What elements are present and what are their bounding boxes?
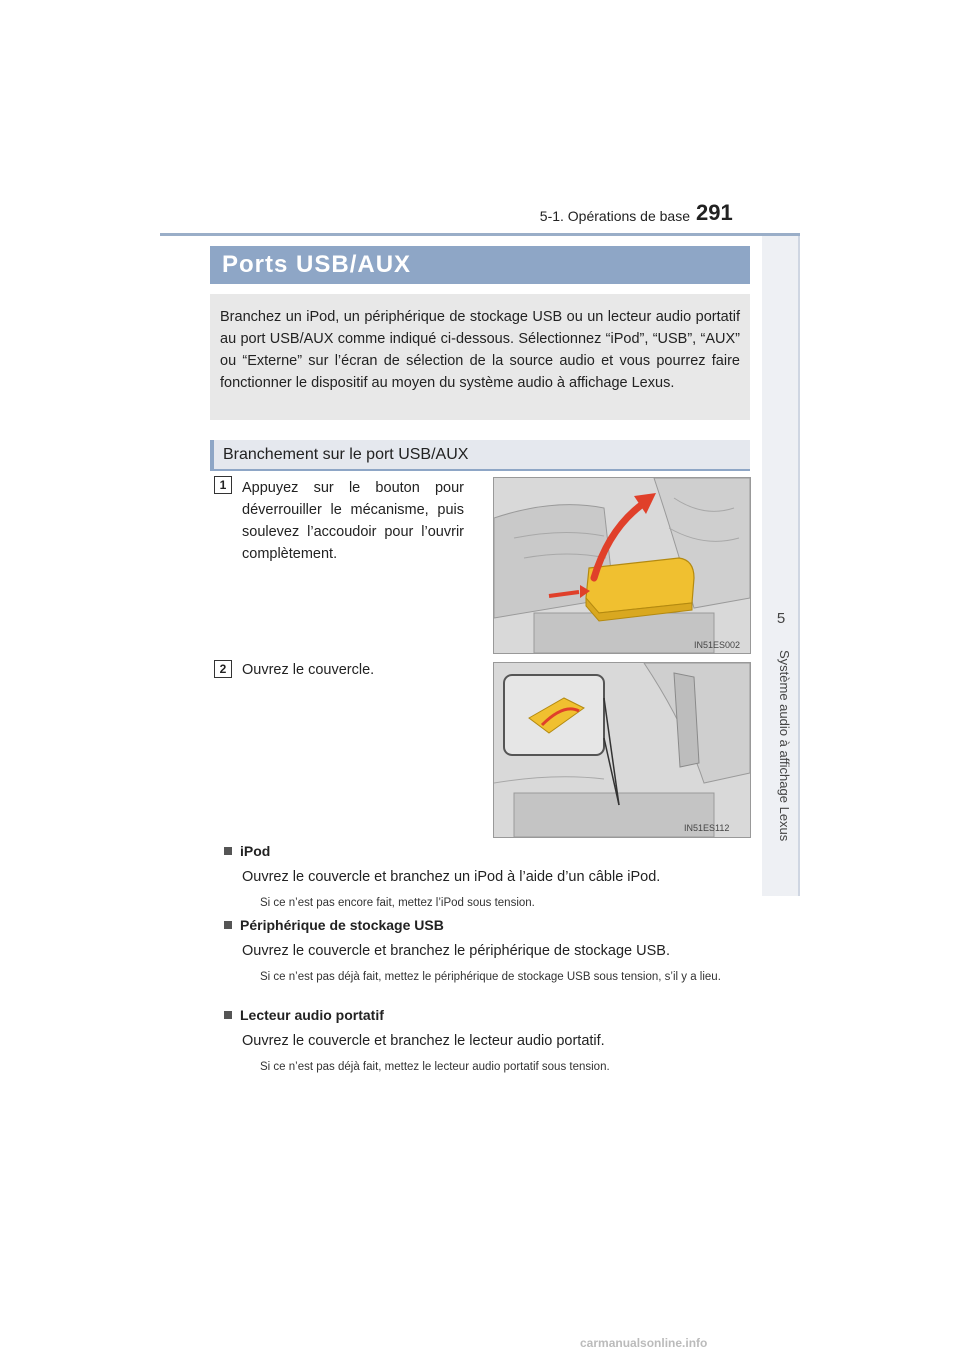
step-text-1: Appuyez sur le bouton pour déverrouiller le mécanisme, puis soulevez l’accoudoir pour l’ouvrir complètement. (242, 480, 464, 562)
chapter-number: 5 (776, 610, 786, 627)
step-number-2: 2 (214, 660, 232, 678)
intro-text: Branchez un iPod, un périphérique de stockage USB ou un lecteur audio portatif au port USB/AUX comme indiqué ci-dessous. Sélectionnez “iPod”, “USB”, “AUX” ou “Externe” sur l’écran de sélection de la source audio et vous pourrez faire fonctionner le dispositif au moyen du système audio à affichage Lexus. (220, 309, 740, 391)
image-code-2: IN51ES112 (684, 823, 730, 833)
item-usb-body: Ouvrez le couvercle et branchez le périphérique de stockage USB. (242, 943, 670, 959)
cover-illustration-svg (494, 663, 750, 837)
subsection-rule (210, 469, 750, 471)
item-portable-title: Lecteur audio portatif (240, 1007, 384, 1023)
item-usb-heading (224, 917, 444, 933)
page-number: 291 (696, 200, 733, 225)
chapter-label: Système audio à affichage Lexus (777, 650, 792, 842)
item-usb-note: Si ce n’est pas déjà fait, mettez le périphérique de stockage USB sous tension, s’il y a lieu. (260, 971, 721, 983)
subsection-header (210, 440, 750, 470)
item-ipod-title: iPod (240, 843, 271, 859)
header-rule (160, 233, 800, 236)
item-portable-body: Ouvrez le couvercle et branchez le lecteur audio portatif. (242, 1033, 605, 1049)
item-ipod-heading (224, 843, 270, 859)
cover-illustration (493, 662, 751, 838)
image-code-1: IN51ES002 (694, 640, 741, 650)
step-number-1: 1 (214, 476, 232, 494)
step-text-2: Ouvrez le couvercle. (242, 662, 375, 678)
armrest-illustration-svg (494, 478, 750, 653)
bullet-square-icon (224, 847, 232, 855)
item-portable-heading (224, 1007, 384, 1023)
intro-box (210, 294, 750, 420)
item-portable-note: Si ce n’est pas déjà fait, mettez le lecteur audio portatif sous tension. (260, 1061, 610, 1073)
item-usb-title: Périphérique de stockage USB (240, 917, 444, 933)
armrest-illustration (493, 477, 751, 654)
section-title: 5-1. Opérations de base (539, 208, 690, 224)
item-ipod-body: Ouvrez le couvercle et branchez un iPod à l’aide d’un câble iPod. (242, 869, 661, 885)
watermark: carmanualsonline.info (580, 1336, 708, 1350)
page-title: Ports USB/AUX (210, 246, 750, 284)
subsection-title: Branchement sur le port USB/AUX (223, 446, 469, 463)
bullet-square-icon (224, 921, 232, 929)
item-ipod-note: Si ce n’est pas encore fait, mettez l’iPod sous tension. (260, 897, 535, 909)
chapter-tab-rule (798, 236, 800, 896)
bullet-square-icon (224, 1011, 232, 1019)
